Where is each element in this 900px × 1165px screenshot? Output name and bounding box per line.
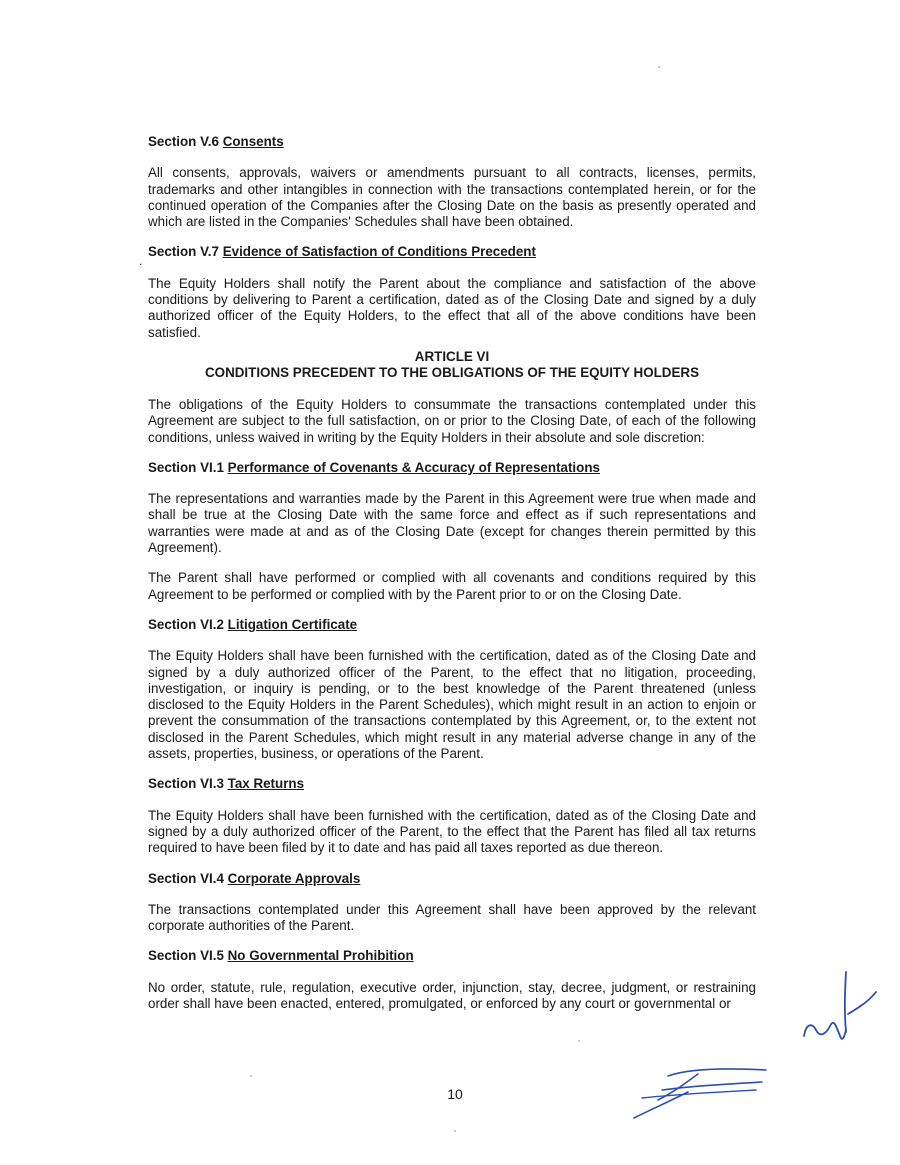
section-heading-vi3 — [148, 776, 756, 792]
initials-signature — [796, 964, 886, 1054]
section-number: Section VI.5 — [148, 948, 224, 964]
scan-speck — [250, 1075, 252, 1077]
section-title: No Governmental Prohibition — [227, 948, 414, 964]
section-heading-vi2 — [148, 617, 756, 633]
article-title: CONDITIONS PRECEDENT TO THE OBLIGATIONS OF THE EQUITY HOLDERS — [205, 364, 699, 380]
article-number: ARTICLE VI — [414, 348, 490, 364]
section-heading-vi4 — [148, 871, 756, 887]
signature — [628, 1060, 773, 1124]
section-title: Litigation Certificate — [227, 616, 358, 632]
section-heading-vi5 — [148, 948, 756, 964]
section-title: Tax Returns — [227, 776, 305, 792]
section-heading-vi1 — [148, 460, 756, 476]
section-paragraph: The Parent shall have performed or complied with all covenants and conditions required by this Agreement to be performed or complied with by the Parent prior to or on the Closing Date. — [148, 570, 756, 602]
section-paragraph: The transactions contemplated under this Agreement shall have been approved by the relevant corporate authorities of the Parent. — [148, 901, 756, 934]
section-number: Section VI.2 — [148, 616, 224, 632]
scan-speck — [454, 1130, 456, 1132]
section-heading-v6 — [148, 134, 756, 150]
section-title: Performance of Covenants & Accuracy of Representations — [227, 459, 600, 475]
section-paragraph: The Equity Holders shall notify the Parent about the compliance and satisfaction of the above conditions by delivering to Parent a certification, dated as of the Closing Date and signed by a duly authorized officer of the Equity Holders, to the effect that all of the above conditions have been satisfied. — [148, 275, 756, 340]
section-number: Section VI.3 — [148, 776, 224, 792]
section-number: Section VI.4 — [148, 870, 224, 886]
section-title: Consents — [222, 134, 284, 149]
section-number: Section VI.1 — [148, 459, 224, 475]
section-number: Section V.6 — [148, 134, 219, 149]
section-heading-v7 — [148, 244, 756, 260]
article-heading — [148, 349, 756, 381]
document-body — [148, 134, 756, 1026]
section-paragraph: The Equity Holders shall have been furnished with the certification, dated as of the Closing Date and signed by a duly authorized officer of the Parent, to the effect that no litigation, proceeding, investigation, or inquiry is pending, or to the best knowledge of the Parent threatened (unless disclosed to the Equity Holders in the Parent Schedules), which might result in an action to enjoin or prevent the consummation of the transactions contemplated by this Agreement, or, to the extent not disclosed in the Parent Schedules, which might result in any material adverse change in any of the assets, properties, business, or operations of the Parent. — [148, 648, 756, 762]
page-number: 10 — [447, 1086, 463, 1102]
stray-mark: . — [139, 254, 143, 268]
section-paragraph: The Equity Holders shall have been furnished with the certification, dated as of the Closing Date and signed by a duly authorized officer of the Parent, to the effect that the Parent has filed all tax returns required to have been filed by it to date and has paid all taxes reported as due thereon. — [148, 807, 756, 856]
section-number: Section V.7 — [148, 244, 219, 260]
section-paragraph: No order, statute, rule, regulation, executive order, injunction, stay, decree, judgment, or restraining order shall have been enacted, entered, promulgated, or enforced by any court or governmental or — [148, 979, 756, 1011]
article-intro: The obligations of the Equity Holders to consummate the transactions contemplated under this Agreement are subject to the full satisfaction, on or prior to the Closing Date, of each of the following conditions, unless waived in writing by the Equity Holders in their absolute and sole discretion: — [148, 396, 756, 445]
section-paragraph: The representations and warranties made by the Parent in this Agreement were true when made and shall be true at the Closing Date with the same force and effect as if such representations and warranties were made at and as of the Closing Date (except for changes therein permitted by this Agreement). — [148, 491, 756, 556]
section-title: Corporate Approvals — [227, 870, 361, 886]
scan-speck — [658, 66, 660, 68]
section-paragraph: All consents, approvals, waivers or amendments pursuant to all contracts, licenses, permits, trademarks and other intangibles in connection with the transactions contemplated herein, or for the continued operation of the Companies after the Closing Date on the basis as presently operated and which are listed in the Companies' Schedules shall have been obtained. — [148, 165, 756, 230]
scan-speck — [578, 1040, 580, 1042]
section-title: Evidence of Satisfaction of Conditions Precedent — [222, 244, 536, 260]
